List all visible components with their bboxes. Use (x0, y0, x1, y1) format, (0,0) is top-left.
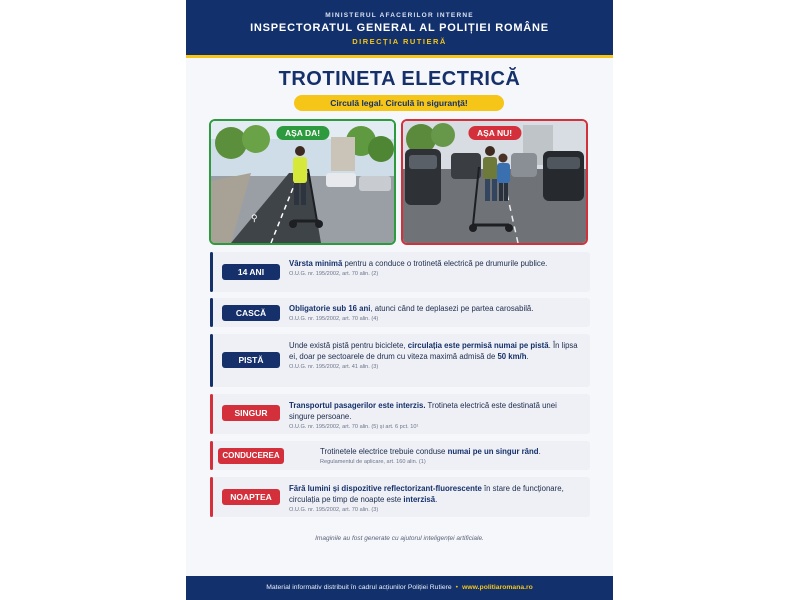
rule-plain: , atunci când te deplasezi pe partea carosabilă. (370, 304, 534, 313)
rule-bold: Obligatorie sub 16 ani (289, 304, 371, 313)
rule-plain: . În lipsa ei, doar pe sectoarele de drum cu viteza maximă admisă de (289, 341, 578, 361)
rule-helmet (210, 298, 590, 327)
rule-text (289, 340, 582, 372)
rule-bold: 50 km/h (497, 352, 527, 361)
rule-tag: NOAPTEA (222, 489, 280, 505)
ai-disclaimer: Imaginile au fost generate cu ajutorul inteligenței artificiale. (315, 535, 484, 542)
rule-plain: pentru a conduce o trotinetă electrică pe drumurile publice. (342, 259, 548, 268)
photo-incorrect (401, 119, 588, 245)
footer-separator: • (455, 584, 459, 591)
rule-plain: în stare de funcționare, circulația pe timp de noapte este (289, 484, 564, 504)
rule-reference: O.U.G. nr. 195/2002, art. 70 alin. (4) (289, 316, 379, 322)
rule-tag: PISTĂ (222, 352, 280, 368)
rule-tag: SINGUR (222, 405, 280, 421)
rule-text (289, 258, 582, 279)
photo-correct (209, 119, 396, 245)
rule-single-file (210, 441, 590, 470)
subtitle-pill: Circulă legal. Circulă în siguranță! (294, 95, 504, 111)
rule-bold: Vârsta minimă (289, 259, 343, 268)
rule-tag: 14 ANI (222, 264, 280, 280)
igpr-name: INSPECTORATUL GENERAL AL POLIȚIEI ROMÂNE (250, 22, 549, 34)
rule-tag: CONDUCEREA (218, 448, 284, 464)
header-banner (186, 0, 613, 58)
direction-name: DIRECȚIA RUTIERĂ (352, 37, 447, 46)
rule-plain: . (538, 447, 541, 456)
incorrect-badge: AȘA NU! (468, 126, 521, 140)
footer-url[interactable]: www.politiaromana.ro (462, 584, 533, 591)
rule-plain: Trotineta electrică este destinată unei singure persoane. (289, 401, 557, 421)
rule-night (210, 477, 590, 517)
rule-bold: Fără lumini și dispozitive reflectorizant-fluorescente (289, 484, 482, 493)
rule-bold: interzisă (403, 495, 436, 504)
rule-text (289, 400, 582, 432)
rule-bold: Transportul pasagerilor este interzis. (289, 401, 426, 410)
rule-min-age (210, 252, 590, 292)
rule-plain: Unde există pistă pentru biciclete, (289, 341, 408, 350)
rule-reference: O.U.G. nr. 195/2002, art. 41 alin. (3) (289, 364, 379, 370)
rule-plain: . (526, 352, 529, 361)
rule-bold: numai pe un singur rând (447, 447, 539, 456)
rule-tag: CASCĂ (222, 305, 280, 321)
rule-reference: O.U.G. nr. 195/2002, art. 70 alin. (5) și art. 6 pct. 10¹ (289, 424, 419, 430)
svg-text:⚲: ⚲ (251, 213, 258, 223)
rule-reference: O.U.G. nr. 195/2002, art. 70 alin. (3) (289, 507, 379, 513)
rule-bike-lane (210, 334, 590, 387)
correct-badge: AȘA DA! (276, 126, 329, 140)
rule-text (320, 446, 582, 467)
page-title: TROTINETA ELECTRICĂ (278, 68, 521, 90)
rule-single-person (210, 394, 590, 434)
ministry-name: MINISTERUL AFACERILOR INTERNE (325, 12, 474, 19)
poster (186, 0, 613, 600)
rule-bold: circulația este permisă numai pe pistă (407, 341, 549, 350)
rule-plain: . (435, 495, 438, 504)
rule-text (289, 483, 582, 515)
rule-text (289, 303, 582, 324)
rule-reference: O.U.G. nr. 195/2002, art. 70 alin. (2) (289, 271, 379, 277)
header-stripe (186, 55, 613, 58)
rule-reference: Regulamentul de aplicare, art. 160 alin. (1) (320, 459, 426, 465)
rule-plain: Trotinetele electrice trebuie conduse (320, 447, 448, 456)
footer-banner (186, 576, 613, 600)
footer-text: Material informativ distribuit în cadrul acțiunilor Poliției Rutiere (266, 584, 452, 591)
